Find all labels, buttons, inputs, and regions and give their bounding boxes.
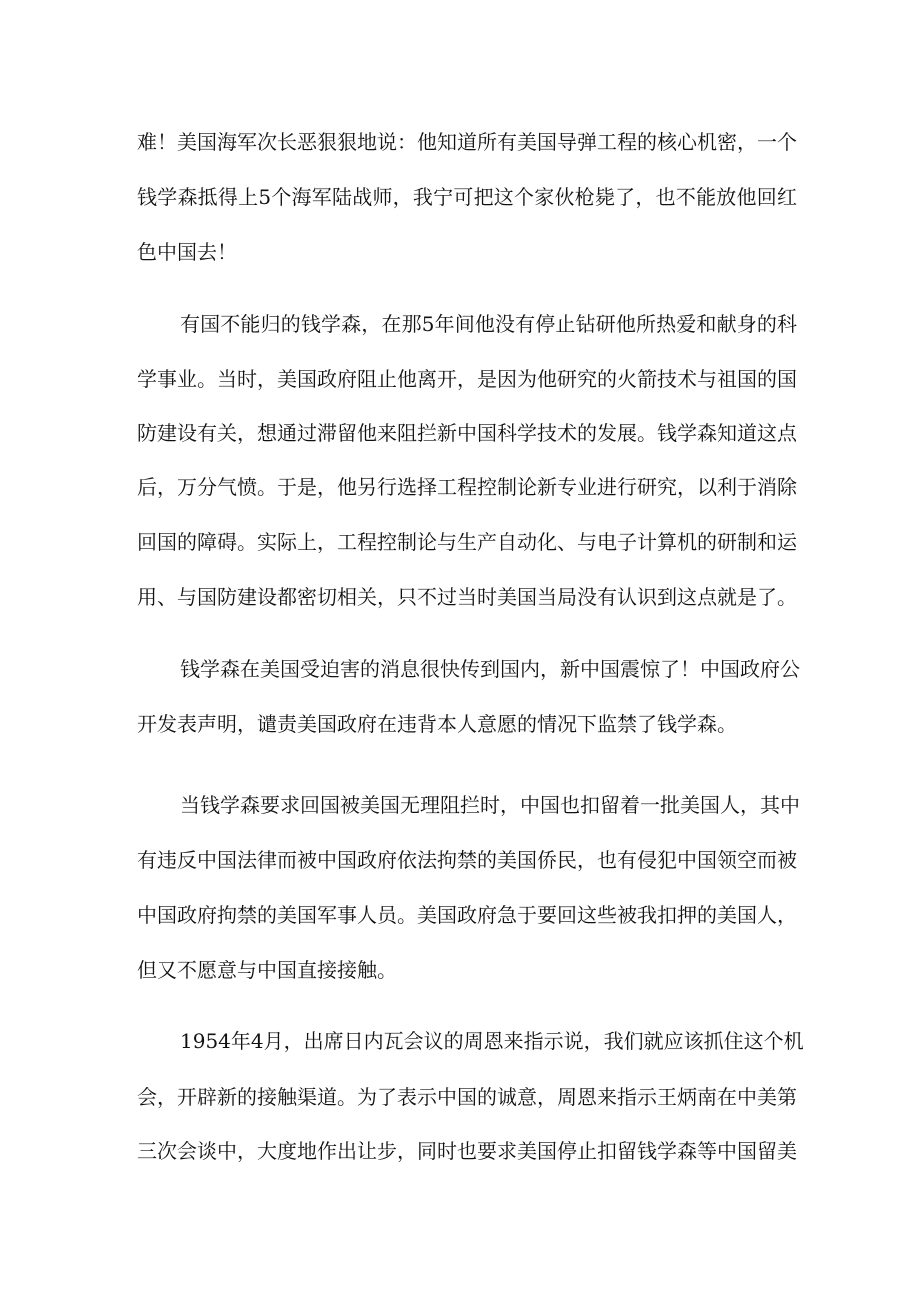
text-line: 防建设有关，想通过滞留他来阻拦新中国科学技术的发展。钱学森知道这点 [137,421,797,445]
text-line: 有违反中国法律而被中国政府依法拘禁的美国侨民，也有侵犯中国领空而被 [137,848,797,872]
text-line: 色中国去！ [137,240,237,264]
text-line: 学事业。当时，美国政府阻止他离开，是因为他研究的火箭技术与祖国的国 [137,367,797,391]
text-line: 开发表声明，谴责美国政府在违背本人意愿的情况下监禁了钱学森。 [137,712,737,736]
text-line: 三次会谈中，大度地作出让步，同时也要求美国停止扣留钱学森等中国留美 [137,1139,797,1163]
text-line: 但又不愿意与中国直接接触。 [137,958,397,982]
text-line: 会，开辟新的接触渠道。为了表示中国的诚意，周恩来指示王炳南在中美第 [137,1085,797,1109]
text-line: 难！美国海军次长恶狠狠地说：他知道所有美国导弹工程的核心机密，一个 [137,130,797,154]
text-line: 后，万分气愤。于是，他另行选择工程控制论新专业进行研究，以利于消除 [137,475,797,499]
text-line: 回国的障碍。实际上，工程控制论与生产自动化、与电子计算机的研制和运 [137,530,797,554]
text-line: 1954年4月，出席日内瓦会议的周恩来指示说，我们就应该抓住这个机 [180,1029,804,1053]
text-line: 中国政府拘禁的美国军事人员。美国政府急于要回这些被我扣押的美国人， [137,903,797,927]
text-line: 用、与国防建设都密切相关，只不过当时美国当局没有认识到这点就是了。 [137,585,797,609]
text-line: 有国不能归的钱学森，在那5年间他没有停止钻研他所热爱和献身的科 [180,312,797,336]
text-line: 当钱学森要求回国被美国无理阻拦时，中国也扣留着一批美国人，其中 [180,793,800,817]
text-line: 钱学森抵得上5个海军陆战师，我宁可把这个家伙枪毙了，也不能放他回红 [137,185,797,209]
text-line: 钱学森在美国受迫害的消息很快传到国内，新中国震惊了！中国政府公 [180,657,800,681]
